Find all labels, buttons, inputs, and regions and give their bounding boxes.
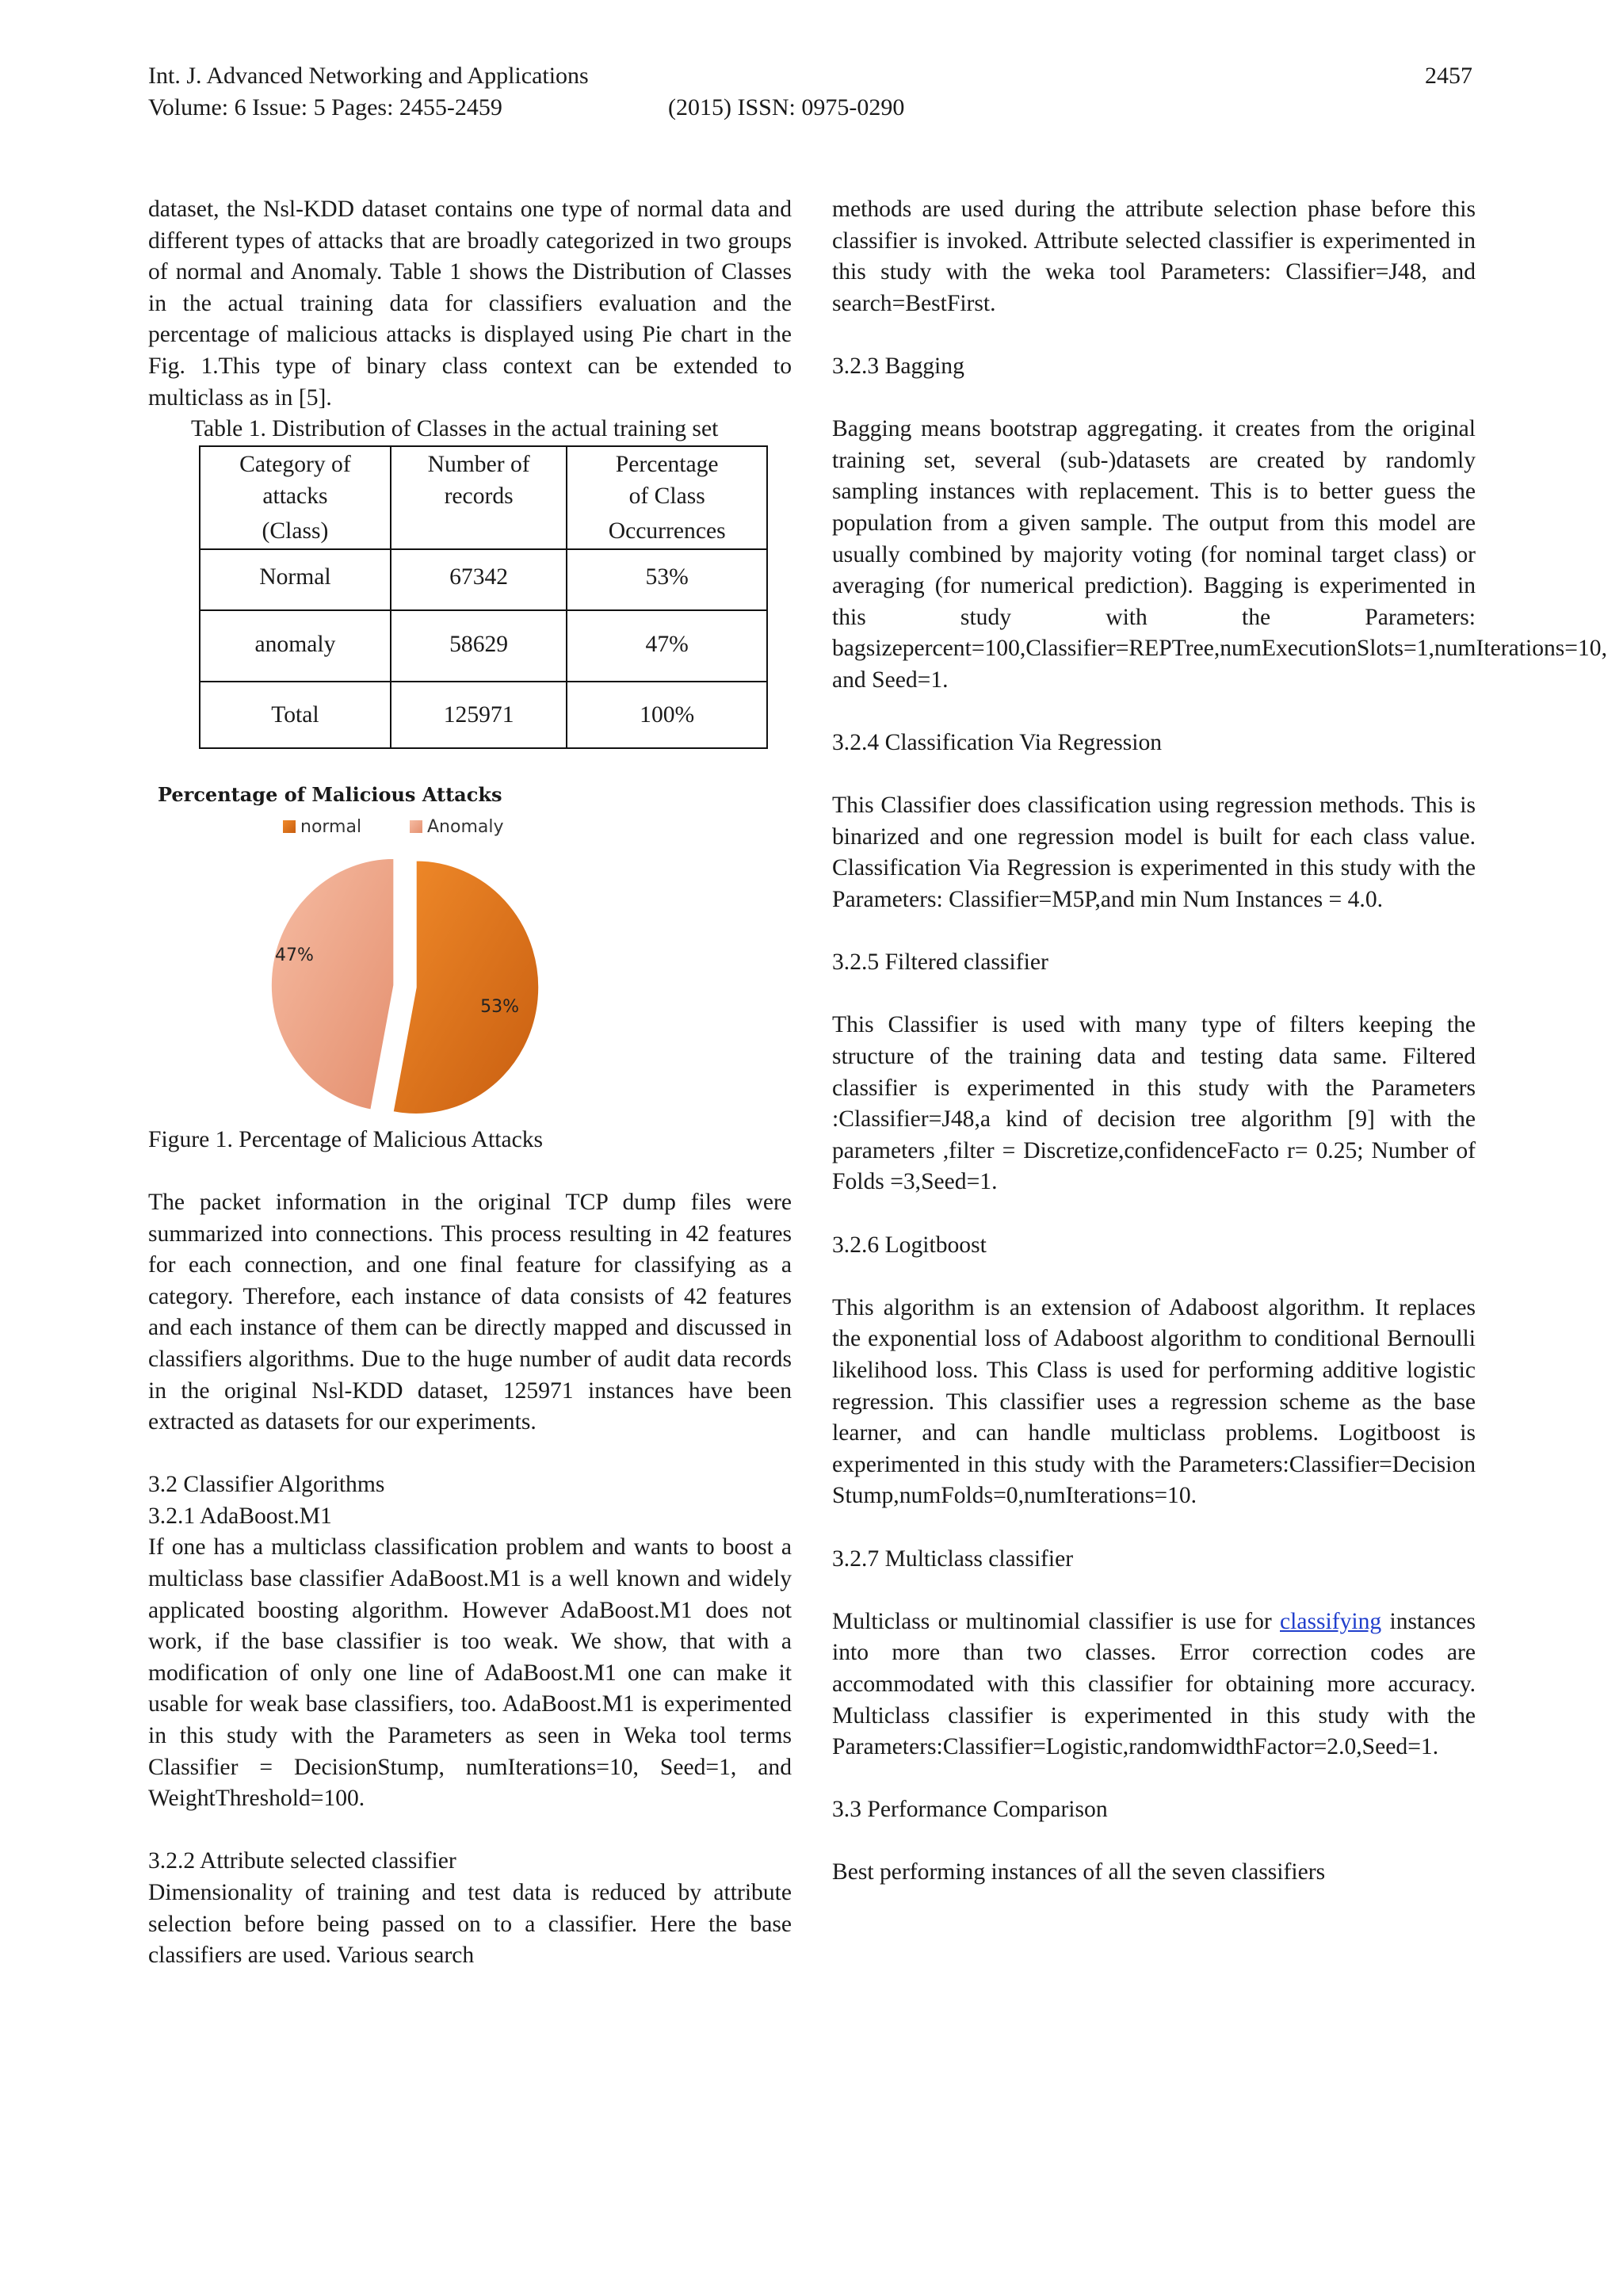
- header-text: Percentage: [615, 451, 719, 477]
- pie-label-anomaly: 47%: [274, 945, 314, 965]
- pie-slice-anomaly: [271, 858, 394, 1110]
- table-cell: 125971: [391, 682, 567, 748]
- subsection-heading: 3.2.7 Multiclass classifier: [832, 1545, 1074, 1572]
- subsection-heading: 3.2.1 AdaBoost.M1: [148, 1503, 332, 1529]
- section-heading: 3.3 Performance Comparison: [832, 1797, 1108, 1823]
- table-cell: Total: [200, 682, 391, 748]
- volume-pages: Volume: 6 Issue: 5 Pages: 2455-2459: [148, 94, 502, 120]
- paragraph: [832, 1606, 1476, 1763]
- classifying-link[interactable]: classifying: [1280, 1608, 1382, 1634]
- table-header-cell: [200, 446, 391, 549]
- subsection-heading: 3.2.3 Bagging: [832, 353, 964, 379]
- table-caption: Table 1. Distribution of Classes in the actual training set: [191, 416, 719, 442]
- header-text: Occurrences: [608, 518, 726, 544]
- pie-label-normal: 53%: [480, 996, 520, 1017]
- figure-caption: Figure 1. Percentage of Malicious Attacks: [148, 1126, 544, 1152]
- table-cell: 53%: [567, 549, 767, 610]
- text-span: Multiclass or multinomial classifier is use for: [832, 1608, 1281, 1634]
- subsection-heading: 3.2.5 Filtered classifier: [832, 949, 1048, 976]
- paragraph: If one has a multiclass classification problem and wants to boost a multiclass base classifier AdaBoost.M1 is a well known and widely applicated boosting algorithm. However AdaBoost.M1 does not work, if the base classifier is too weak. We show, that with a modification of only one line of AdaBoost.M1 one can make it usable for weak base classifiers, too. AdaBoost.M1 is experimented in this study with the Parameters as seen in Weka tool terms Classifier = DecisionStump, numIterations=10, Seed=1, and WeightThreshold=100.: [148, 1534, 792, 1812]
- paragraph: The packet information in the original TCP dump files were summarized into connections. This process resulting in 42 features for each connection, and one final feature for classifying as a category. Therefore, each instance of data consists of 42 features and each instance of them can be directly mapped and discussed in classifiers algorithms. Due to the huge number of audit data records in the original Nsl-KDD dataset, 125971 instances have been extracted as datasets for our experiments.: [148, 1189, 792, 1435]
- paragraph: Bagging means bootstrap aggregating. it creates from the original training set, several (sub-)datasets are created by randomly sampling instances with replacement. This is to better guess the population from a given sample. The output from this model are usually combined by majority voting (for nominal target class) or averaging (for numerical prediction). Bagging is experimented in this study with the Parameters: bagsizepercent=100,Classifier=REPTree,numExecutionSlots=1,numIterations=10, and Seed=1.: [832, 416, 1607, 693]
- header-text: of Class: [628, 483, 705, 509]
- header-text: Number of: [427, 451, 530, 477]
- header-text: records: [444, 483, 514, 509]
- legend-label-anomaly: Anomaly: [427, 816, 504, 837]
- pie-chart: [148, 779, 703, 1120]
- legend-swatch-normal: [283, 820, 296, 833]
- legend-swatch-anomaly: [410, 820, 422, 833]
- header-text: attacks: [262, 483, 328, 509]
- class-distribution-table: [199, 445, 768, 749]
- journal-name: Int. J. Advanced Networking and Applications: [148, 63, 589, 89]
- issn: (2015) ISSN: 0975-0290: [668, 94, 905, 120]
- pie-slice-normal: [393, 861, 539, 1114]
- table-cell: anomaly: [200, 610, 391, 682]
- chart-legend: [283, 817, 504, 837]
- paragraph: Dimensionality of training and test data is reduced by attribute selection before being passed on to a classifier. Here the base classifiers are used. Various search: [148, 1880, 792, 1969]
- table-cell: 47%: [567, 610, 767, 682]
- section-heading: 3.2 Classifier Algorithms: [148, 1472, 385, 1498]
- paragraph: This Classifier is used with many type of filters keeping the structure of the training data and testing data same. Filtered classifier is experimented in this study with the Parameters :Classifier=J48,a kind of decision tree algorithm [9] with the parameters ,filter = Discretize,confidenceFacto r= 0.25; Number of Folds =3,Seed=1.: [832, 1012, 1476, 1195]
- pie-slices: [271, 858, 539, 1114]
- paragraph: Best performing instances of all the seven classifiers: [832, 1859, 1326, 1885]
- subsection-heading: 3.2.2 Attribute selected classifier: [148, 1848, 456, 1874]
- table-row: [200, 682, 767, 748]
- paragraph: methods are used during the attribute selection phase before this classifier is invoked. Attribute selected classifier is experimented in this study with the weka tool Parameters: Classifier=J48, and search=BestFirst.: [832, 197, 1476, 316]
- page-number: 2457: [1425, 63, 1472, 89]
- pie-chart-figure: [148, 779, 703, 1120]
- text-span: instances into more than two classes. Error correction codes are accommodated with this classifier for obtaining more accuracy. Multiclass classifier is experimented in this study with the Parameters:Classifier=Logistic,randomwidthFactor=2.0,Seed=1.: [832, 1608, 1476, 1760]
- table-cell: 100%: [567, 682, 767, 748]
- chart-title: Percentage of Malicious Attacks: [158, 782, 502, 806]
- legend-label-normal: normal: [300, 816, 362, 837]
- table-cell: 58629: [391, 610, 567, 682]
- subsection-heading: 3.2.6 Logitboost: [832, 1232, 987, 1258]
- paragraph: This Classifier does classification using regression methods. This is binarized and one regression model is built for each class value. Classification Via Regression is experimented in this study with the Parameters: Classifier=M5P,and min Num Instances = 4.0.: [832, 793, 1476, 913]
- subsection-heading: 3.2.4 Classification Via Regression: [832, 730, 1163, 756]
- paragraph: This algorithm is an extension of Adaboost algorithm. It replaces the exponential loss of Adaboost algorithm to conditional Bernoulli likelihood loss. This Class is used for performing additive logistic regression. This classifier uses a regression scheme as the base learner, and can handle multiclass problems. Logitboost is experimented in this study with the Parameters:Classifier=Decision Stump,numFolds=0,numIterations=10.: [832, 1294, 1476, 1509]
- table-cell: Normal: [200, 549, 391, 610]
- table-row: [200, 610, 767, 682]
- paragraph: dataset, the Nsl-KDD dataset contains one type of normal data and different types of attacks that are broadly categorized in two groups of normal and Anomaly. Table 1 shows the Distribution of Classes in the actual training data for classifiers evaluation and the percentage of malicious attacks is displayed using Pie chart in the Fig. 1.This type of binary class context can be extended to multiclass as in [5].: [148, 197, 792, 411]
- table-cell: 67342: [391, 549, 567, 610]
- header-text: Category of: [239, 451, 351, 477]
- table-header-row: [200, 446, 767, 549]
- right-column: [832, 194, 1607, 1889]
- table-header-cell: [391, 446, 567, 549]
- table-row: [200, 549, 767, 610]
- header-text: (Class): [262, 518, 329, 544]
- left-column: [148, 194, 792, 1972]
- table-header-cell: [567, 446, 767, 549]
